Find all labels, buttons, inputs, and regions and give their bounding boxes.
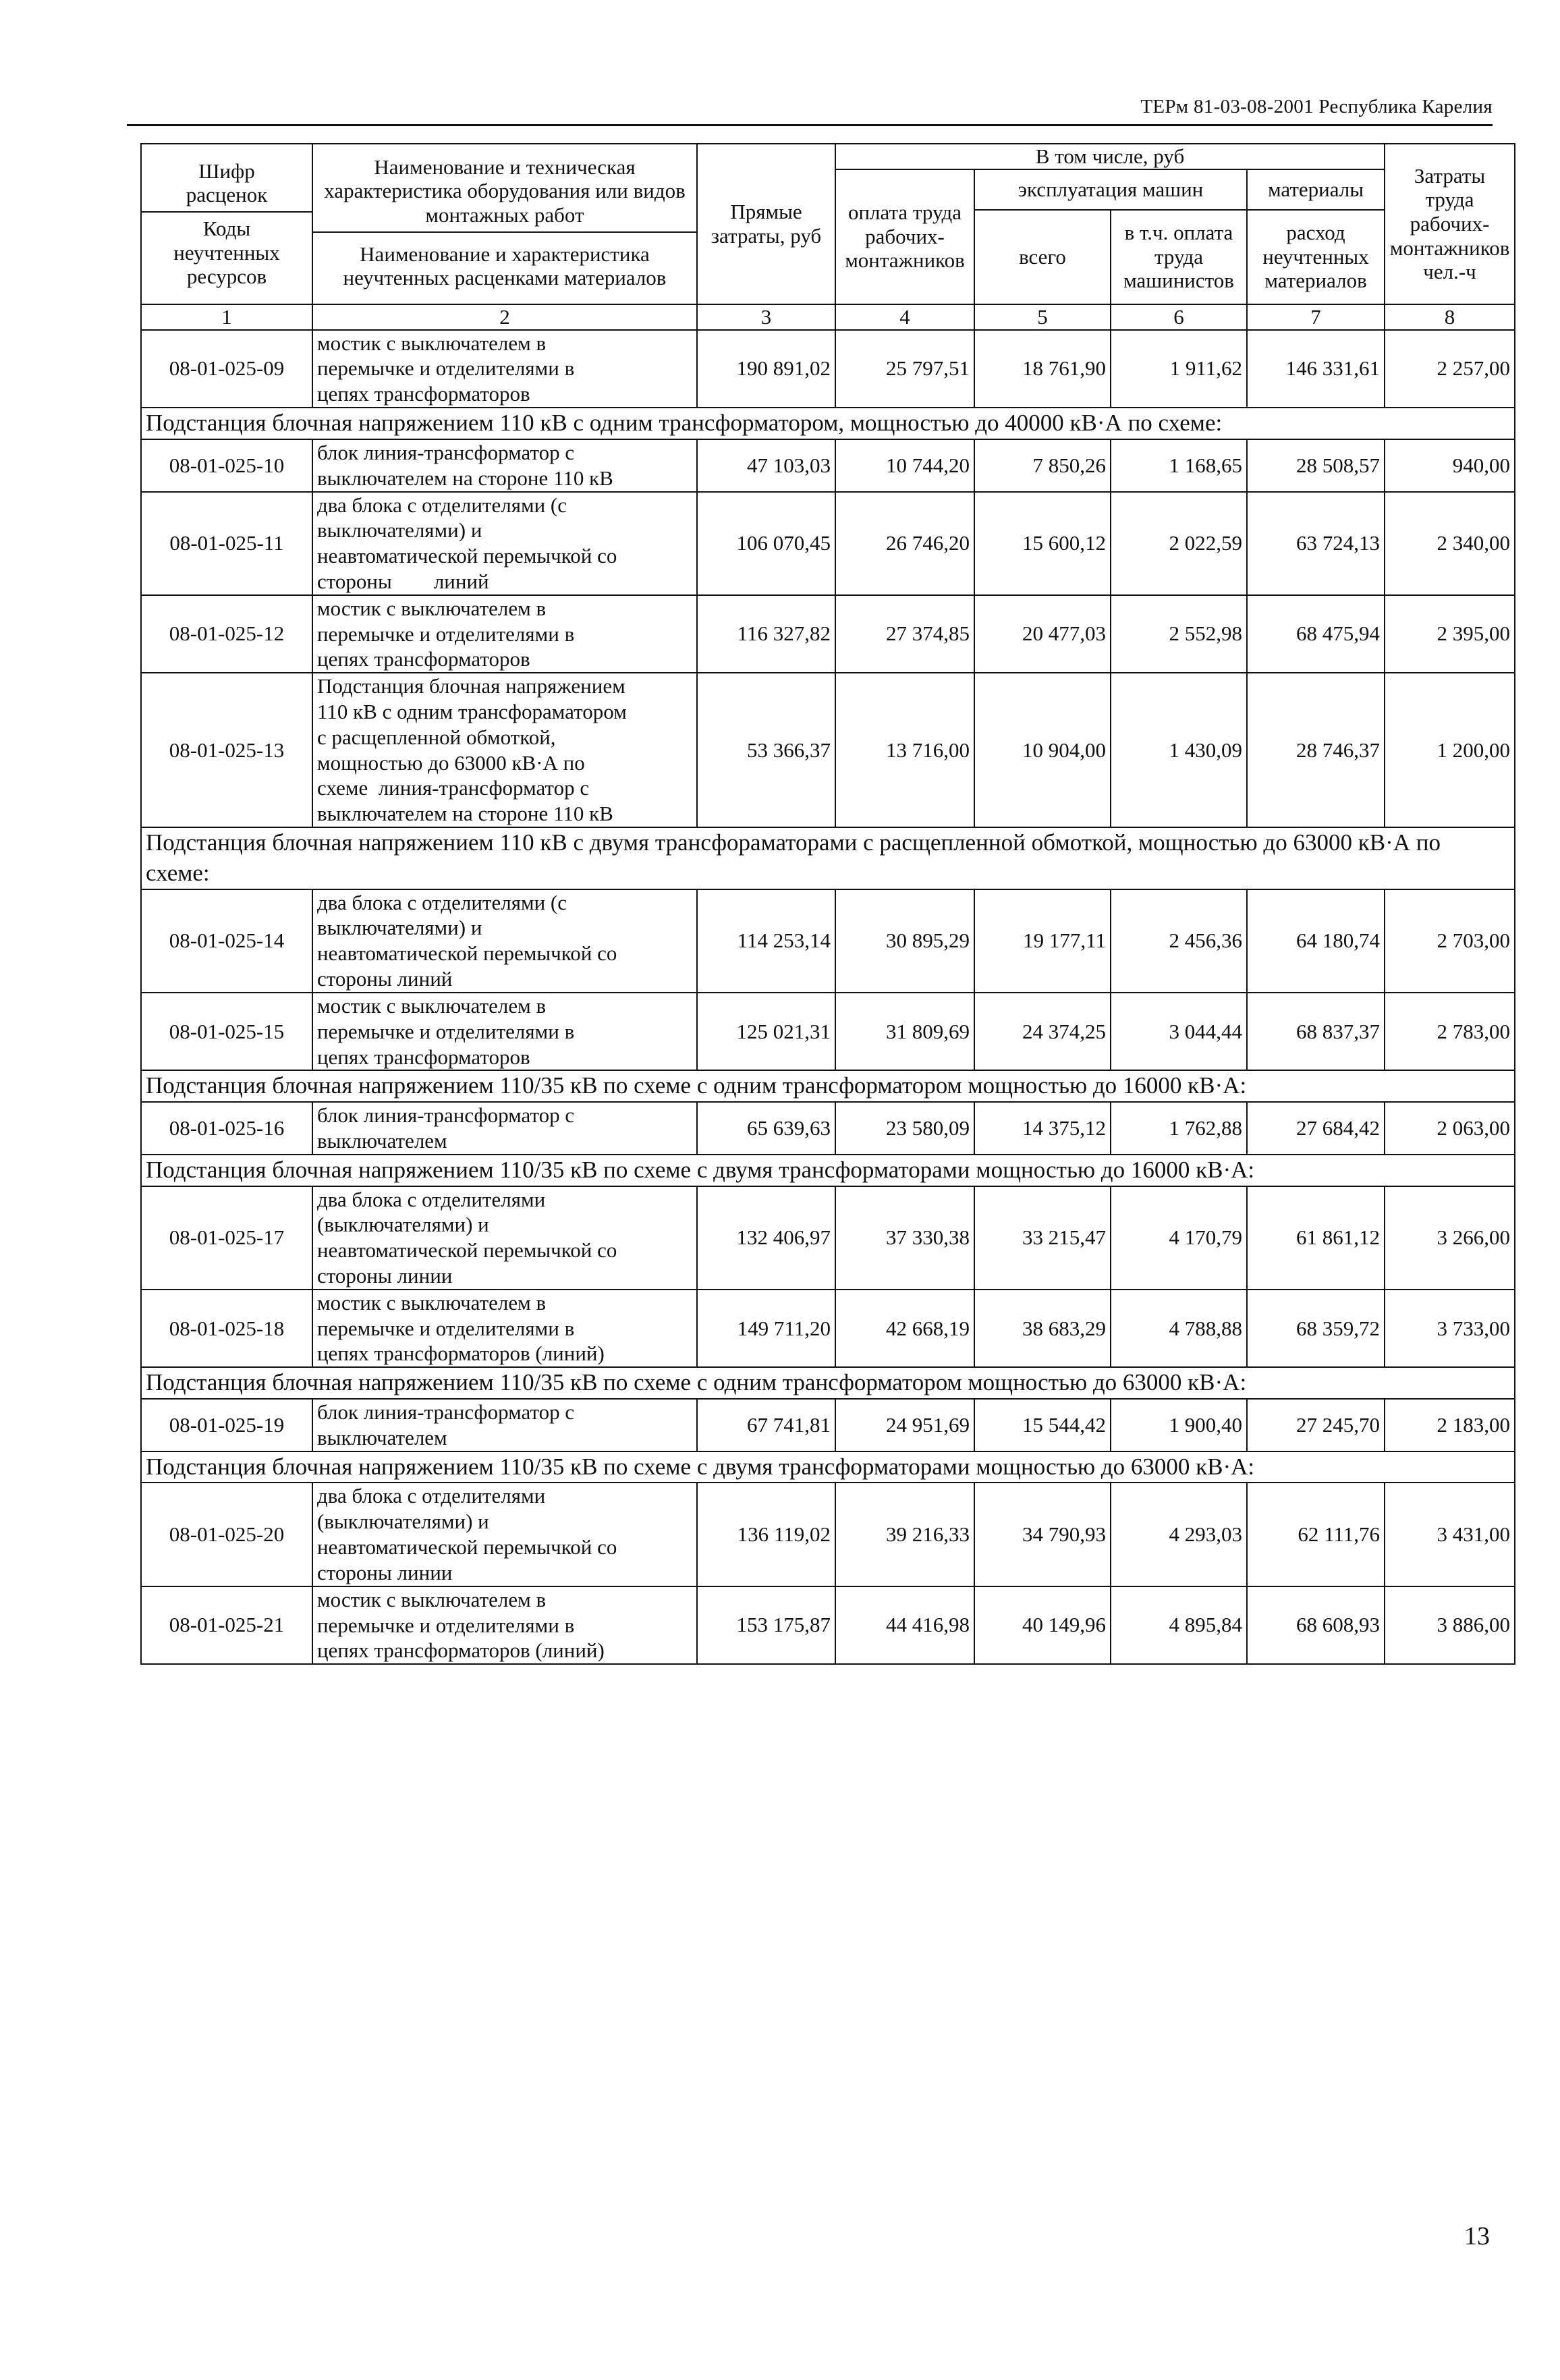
- labor-hours-cell: 3 886,00: [1385, 1586, 1515, 1664]
- section-title: Подстанция блочная напряжением 110/35 кВ по схеме с одним трансформатором мощностью до 63000 кВ·А:: [141, 1367, 1515, 1399]
- direct-costs-cell: 136 119,02: [697, 1483, 835, 1586]
- rate-name: [312, 439, 697, 492]
- labor-pay-cell: 42 668,19: [835, 1290, 974, 1367]
- labor-hours-cell: 940,00: [1385, 439, 1515, 492]
- col-materials-sub-header: расход неучтенных материалов: [1247, 210, 1385, 304]
- rate-name-line: выключателем на стороне 110 кВ: [317, 802, 613, 826]
- table-row: [141, 1586, 1515, 1664]
- direct-costs-cell: 114 253,14: [697, 889, 835, 993]
- machines-total-cell: 38 683,29: [974, 1290, 1111, 1367]
- machinist-pay-cell: 2 022,59: [1111, 492, 1247, 595]
- rate-name-line: перемычке и отделителями в: [317, 1613, 575, 1637]
- machines-total-cell: 33 215,47: [974, 1186, 1111, 1290]
- rate-name-line: мостик с выключателем в: [317, 993, 547, 1018]
- rate-name-line: цепях трансформаторов (линий): [317, 1638, 605, 1663]
- table-row: [141, 673, 1515, 827]
- rate-name-line: два блока с отделителями (с: [317, 890, 567, 914]
- rate-code: 08-01-025-09: [141, 330, 312, 408]
- materials-cell: 28 746,37: [1247, 673, 1385, 827]
- materials-cell: 27 684,42: [1247, 1102, 1385, 1155]
- rate-name-line: цепях трансформаторов: [317, 382, 530, 406]
- materials-cell: 61 861,12: [1247, 1186, 1385, 1290]
- col-direct-header: Прямые затраты, руб: [697, 144, 835, 304]
- direct-costs-cell: 67 741,81: [697, 1399, 835, 1451]
- col-labor-cost-header: Затраты труда рабочих-монтажников чел.-ч: [1385, 144, 1515, 304]
- rate-code: 08-01-025-14: [141, 889, 312, 993]
- rate-name-line: перемычке и отделителями в: [317, 1019, 575, 1043]
- machinist-pay-cell: 1 430,09: [1111, 673, 1247, 827]
- section-heading-row: [141, 1070, 1515, 1102]
- machines-total-cell: 15 600,12: [974, 492, 1111, 595]
- rate-name: [312, 492, 697, 595]
- section-heading-row: [141, 1451, 1515, 1483]
- rate-code: 08-01-025-17: [141, 1186, 312, 1290]
- machinist-pay-cell: 3 044,44: [1111, 993, 1247, 1070]
- materials-cell: 68 475,94: [1247, 595, 1385, 673]
- machinist-pay-cell: 4 170,79: [1111, 1186, 1247, 1290]
- direct-costs-cell: 116 327,82: [697, 595, 835, 673]
- rate-name-line: неавтоматической перемычкой со: [317, 1238, 617, 1263]
- machines-total-cell: 7 850,26: [974, 439, 1111, 492]
- rate-name: [312, 673, 697, 827]
- table-row: [141, 595, 1515, 673]
- rate-name: [312, 1399, 697, 1451]
- machinist-pay-cell: 1 911,62: [1111, 330, 1247, 408]
- labor-pay-cell: 25 797,51: [835, 330, 974, 408]
- rate-name-line: мостик с выключателем в: [317, 1290, 547, 1314]
- rate-name-line: два блока с отделителями (с: [317, 493, 567, 517]
- labor-hours-cell: 2 340,00: [1385, 492, 1515, 595]
- labor-pay-cell: 10 744,20: [835, 439, 974, 492]
- labor-hours-cell: 3 266,00: [1385, 1186, 1515, 1290]
- direct-costs-cell: 149 711,20: [697, 1290, 835, 1367]
- rate-name-line: мостик с выключателем в: [317, 331, 547, 355]
- machinist-pay-cell: 2 552,98: [1111, 595, 1247, 673]
- machines-total-cell: 24 374,25: [974, 993, 1111, 1070]
- table-row: [141, 993, 1515, 1070]
- rate-code: 08-01-025-20: [141, 1483, 312, 1586]
- direct-costs-cell: 53 366,37: [697, 673, 835, 827]
- section-heading-row: [141, 408, 1515, 439]
- machines-total-cell: 34 790,93: [974, 1483, 1111, 1586]
- rate-name-line: блок линия-трансформатор с: [317, 1400, 575, 1424]
- rate-name: [312, 889, 697, 993]
- section-title: Подстанция блочная напряжением 110 кВ с одним трансформатором, мощностью до 40000 кВ·А по схеме:: [141, 408, 1515, 439]
- rate-name-line: цепях трансформаторов: [317, 1045, 530, 1069]
- machines-total-cell: 10 904,00: [974, 673, 1111, 827]
- table-row: [141, 1102, 1515, 1155]
- rate-name-line: перемычке и отделителями в: [317, 621, 575, 646]
- table-row: [141, 492, 1515, 595]
- rate-name-line: мостик с выключателем в: [317, 1587, 547, 1611]
- document-header: ТЕРм 81-03-08-2001 Республика Карелия: [1140, 96, 1493, 117]
- table-body: [141, 330, 1515, 1665]
- labor-hours-cell: 2 063,00: [1385, 1102, 1515, 1155]
- rate-code: 08-01-025-16: [141, 1102, 312, 1155]
- labor-hours-cell: 3 733,00: [1385, 1290, 1515, 1367]
- labor-pay-cell: 26 746,20: [835, 492, 974, 595]
- rate-name-line: схеме линия-трансформатор с: [317, 776, 590, 800]
- direct-costs-cell: 190 891,02: [697, 330, 835, 408]
- direct-costs-cell: 106 070,45: [697, 492, 835, 595]
- section-title: Подстанция блочная напряжением 110/35 кВ по схеме с одним трансформатором мощностью до 16000 кВ·А:: [141, 1070, 1515, 1102]
- table-header: [141, 144, 1515, 330]
- machines-total-cell: 18 761,90: [974, 330, 1111, 408]
- materials-cell: 68 837,37: [1247, 993, 1385, 1070]
- machines-total-cell: 40 149,96: [974, 1586, 1111, 1664]
- rate-name-line: перемычке и отделителями в: [317, 356, 575, 381]
- machines-total-cell: 15 544,42: [974, 1399, 1111, 1451]
- rate-name-line: цепях трансформаторов (линий): [317, 1341, 605, 1366]
- machinist-pay-cell: 2 456,36: [1111, 889, 1247, 993]
- rate-code: 08-01-025-11: [141, 492, 312, 595]
- rate-name-line: стороны линий: [317, 569, 489, 593]
- machinist-pay-cell: 1 168,65: [1111, 439, 1247, 492]
- rate-name-line: блок линия-трансформатор с: [317, 1103, 575, 1128]
- section-heading-row: [141, 827, 1515, 889]
- labor-pay-cell: 37 330,38: [835, 1186, 974, 1290]
- rate-code: 08-01-025-12: [141, 595, 312, 673]
- col-materials-header: материалы: [1247, 169, 1385, 210]
- rate-name-line: цепях трансформаторов: [317, 647, 530, 671]
- table-row: [141, 1399, 1515, 1451]
- rate-code: 08-01-025-10: [141, 439, 312, 492]
- rate-name: [312, 1586, 697, 1664]
- labor-hours-cell: 1 200,00: [1385, 673, 1515, 827]
- machinist-pay-cell: 4 293,03: [1111, 1483, 1247, 1586]
- machinist-pay-cell: 1 762,88: [1111, 1102, 1247, 1155]
- rate-name: [312, 1290, 697, 1367]
- rate-name-line: стороны линии: [317, 1560, 453, 1584]
- labor-pay-cell: 30 895,29: [835, 889, 974, 993]
- rate-name-line: с расщепленной обмоткой,: [317, 725, 556, 749]
- rate-name-line: стороны линии: [317, 1264, 453, 1288]
- col-machines-total-header: всего: [974, 210, 1111, 304]
- page-number: 13: [1464, 2222, 1490, 2250]
- rate-code: 08-01-025-13: [141, 673, 312, 827]
- direct-costs-cell: 65 639,63: [697, 1102, 835, 1155]
- rate-name: [312, 330, 697, 408]
- machines-total-cell: 19 177,11: [974, 889, 1111, 993]
- rate-name-line: 110 кВ с одним трансфораматором: [317, 700, 627, 723]
- labor-hours-cell: 2 257,00: [1385, 330, 1515, 408]
- materials-cell: 68 608,93: [1247, 1586, 1385, 1664]
- rate-name: [312, 595, 697, 673]
- rate-name-line: выключателем на стороне 110 кВ: [317, 466, 613, 490]
- section-title: Подстанция блочная напряжением 110/35 кВ по схеме с двумя трансформаторами мощностью до 63000 кВ·А:: [141, 1451, 1515, 1483]
- rate-name-line: неавтоматической перемычкой со: [317, 941, 617, 966]
- rate-name-line: перемычке и отделителями в: [317, 1316, 575, 1340]
- labor-hours-cell: 2 703,00: [1385, 889, 1515, 993]
- rate-name-line: выключателем: [317, 1425, 447, 1449]
- materials-cell: 28 508,57: [1247, 439, 1385, 492]
- col-labor-header: оплата труда рабочих-монтажников: [835, 169, 974, 304]
- rate-code: 08-01-025-18: [141, 1290, 312, 1367]
- materials-cell: 64 180,74: [1247, 889, 1385, 993]
- rate-name-line: блок линия-трансформатор с: [317, 440, 575, 464]
- labor-pay-cell: 44 416,98: [835, 1586, 974, 1664]
- table-row: [141, 1186, 1515, 1290]
- table-row: [141, 889, 1515, 993]
- rate-name-line: Подстанция блочная напряжением: [317, 674, 625, 698]
- machinist-pay-cell: 4 895,84: [1111, 1586, 1247, 1664]
- rate-name: [312, 993, 697, 1070]
- col-name-header: Наименование и техническая характеристика оборудования или видов монтажных работ Наименование и характеристика неучтенных расценками материалов: [312, 144, 697, 304]
- materials-cell: 146 331,61: [1247, 330, 1385, 408]
- table-row: [141, 1290, 1515, 1367]
- materials-cell: 62 111,76: [1247, 1483, 1385, 1586]
- machines-total-cell: 14 375,12: [974, 1102, 1111, 1155]
- labor-pay-cell: 39 216,33: [835, 1483, 974, 1586]
- labor-hours-cell: 3 431,00: [1385, 1483, 1515, 1586]
- rate-name-line: выключателями) и: [317, 518, 482, 543]
- col-incl-header: В том числе, руб: [835, 144, 1385, 169]
- direct-costs-cell: 47 103,03: [697, 439, 835, 492]
- rate-name-line: выключателем: [317, 1128, 447, 1153]
- table-row: [141, 439, 1515, 492]
- labor-pay-cell: 27 374,85: [835, 595, 974, 673]
- col-machines-header: эксплуатация машин: [974, 169, 1247, 210]
- rate-name-line: два блока с отделителями: [317, 1484, 546, 1508]
- rate-name-line: (выключателями) и: [317, 1510, 489, 1534]
- rates-table: [140, 143, 1515, 1665]
- rate-name-line: два блока с отделителями: [317, 1187, 546, 1211]
- rate-name-line: стороны линий: [317, 967, 453, 991]
- rate-name: [312, 1102, 697, 1155]
- labor-hours-cell: 2 183,00: [1385, 1399, 1515, 1451]
- labor-pay-cell: 24 951,69: [835, 1399, 974, 1451]
- rate-name-line: неавтоматической перемычкой со: [317, 1535, 617, 1559]
- rate-code: 08-01-025-21: [141, 1586, 312, 1664]
- labor-pay-cell: 13 716,00: [835, 673, 974, 827]
- col-machines-labor-header: в т.ч. оплата труда машинистов: [1111, 210, 1247, 304]
- rate-name-line: мостик с выключателем в: [317, 596, 547, 620]
- section-heading-row: [141, 1367, 1515, 1399]
- section-title: Подстанция блочная напряжением 110/35 кВ по схеме с двумя трансформаторами мощностью до 16000 кВ·А:: [141, 1155, 1515, 1186]
- rate-code: 08-01-025-15: [141, 993, 312, 1070]
- direct-costs-cell: 125 021,31: [697, 993, 835, 1070]
- section-heading-row: [141, 1155, 1515, 1186]
- materials-cell: 68 359,72: [1247, 1290, 1385, 1367]
- labor-pay-cell: 31 809,69: [835, 993, 974, 1070]
- direct-costs-cell: 153 175,87: [697, 1586, 835, 1664]
- column-index-row: 1 2 3 4 5 6 7 8: [141, 304, 1515, 330]
- materials-cell: 63 724,13: [1247, 492, 1385, 595]
- header-rule: [127, 124, 1493, 126]
- materials-cell: 27 245,70: [1247, 1399, 1385, 1451]
- rate-name-line: выключателями) и: [317, 916, 482, 940]
- table-row: [141, 1483, 1515, 1586]
- machinist-pay-cell: 1 900,40: [1111, 1399, 1247, 1451]
- rate-name-line: мощностью до 63000 кВ·А по: [317, 750, 585, 775]
- rate-name: [312, 1186, 697, 1290]
- labor-hours-cell: 2 395,00: [1385, 595, 1515, 673]
- section-title: Подстанция блочная напряжением 110 кВ с двумя трансфораматорами с расщепленной обмоткой, мощностью до 63000 кВ·А по схеме:: [141, 827, 1515, 889]
- rate-code: 08-01-025-19: [141, 1399, 312, 1451]
- rate-name-line: неавтоматической перемычкой со: [317, 544, 617, 568]
- rate-name: [312, 1483, 697, 1586]
- table-row: [141, 330, 1515, 408]
- machinist-pay-cell: 4 788,88: [1111, 1290, 1247, 1367]
- labor-hours-cell: 2 783,00: [1385, 993, 1515, 1070]
- labor-pay-cell: 23 580,09: [835, 1102, 974, 1155]
- col-code-header: Шифр расценок Коды неучтенных ресурсов: [141, 144, 312, 304]
- rate-name-line: (выключателями) и: [317, 1213, 489, 1237]
- direct-costs-cell: 132 406,97: [697, 1186, 835, 1290]
- machines-total-cell: 20 477,03: [974, 595, 1111, 673]
